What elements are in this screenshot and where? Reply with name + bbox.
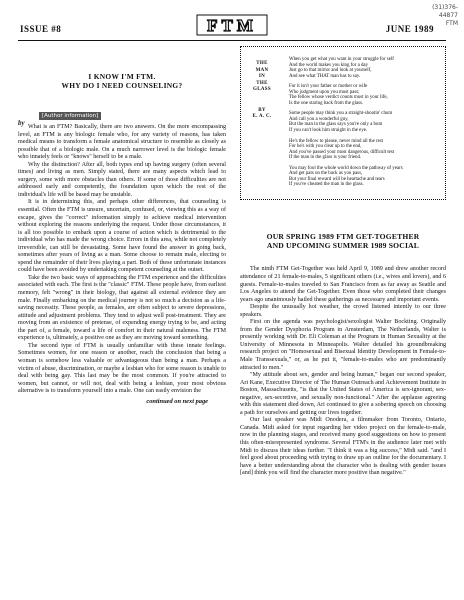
poem-stanza	[289, 84, 439, 106]
article2-title-line2: AND UPCOMING SUMMER 1989 SOCIAL	[266, 241, 420, 251]
poem-line: And call you a wonderful guy,	[289, 116, 349, 122]
poem-stanza	[289, 166, 439, 188]
article-title-line1: I KNOW I'M FTM.	[88, 72, 156, 81]
poem-line: You may fool the whole world down the pathway of years	[289, 165, 403, 171]
poem-line: When you get what you want in your struggle for self	[289, 57, 394, 62]
poem-line: Some people may think you a straight-shootin' chum	[289, 111, 393, 117]
left-column	[18, 46, 226, 405]
poem-box	[240, 46, 446, 200]
poem-line: And you've passed your most dangerous, difficult test	[289, 149, 395, 155]
ftm-logo	[196, 12, 268, 38]
poem-side-title	[251, 61, 273, 121]
poem-line: He's the fellow to please, never mind all the rest	[289, 138, 384, 144]
byline-by: by	[18, 119, 25, 127]
poem-title-word: GLASS	[253, 87, 271, 92]
article2-paragraph: Despite the unusually hot weather, the crowd listened intently to our three speakers.	[240, 304, 446, 318]
poem-line: For it isn't your father or mother or wife	[289, 84, 368, 90]
handwritten-line: FTM	[445, 20, 458, 27]
poem-line: For he's with you clear up to the end,	[289, 144, 362, 150]
author-info-box: [Author information]	[39, 112, 101, 120]
ftm-logo-text: FTM	[207, 16, 257, 35]
article2-title-line1: OUR SPRING 1989 FTM GET-TOGETHER	[266, 232, 420, 241]
poem-line: The fellow whose verdict counts most in your life,	[289, 95, 388, 101]
poem-stanza	[289, 57, 439, 79]
poem-line: Is the one staring back from the glass.	[289, 100, 364, 106]
poem-text	[289, 57, 439, 193]
handwritten-line: 44877	[438, 12, 458, 19]
article2-paragraph: First on the agenda was psychologist/sexologist Walter Bockting. Originally from the Gender Dysphoria Program in Amsterdam, The Netherlands, Walter is presently working with Dr. Eli Coleman at the Program in Human Sexuality at the University of Minnesota in Minneapolis. Walter detailed his groundbreaking research project on "Homosexual and Bisexual Identity Development in Female-to-Male Transsexuals," or, as he put it, "female-to-males who are predominantly attracted to men."	[240, 319, 446, 371]
poem-author: E. A. C.	[252, 114, 272, 119]
article2-title	[240, 232, 446, 250]
header-rule	[18, 40, 446, 41]
poem-line: If you've cheated the man in the glass.	[289, 182, 364, 188]
poem-title-word: THE	[256, 80, 268, 86]
poem-line: And see what THAT man has to say.	[289, 73, 361, 79]
poem-stanza	[289, 139, 439, 161]
poem-title-word: MAN	[255, 67, 269, 73]
poem-line: And the world makes you king for a day	[289, 62, 369, 68]
handwritten-line: (31)376-	[432, 4, 458, 11]
byline	[18, 112, 226, 127]
poem-stanza	[289, 111, 439, 133]
poem-line: Who judgment upon you must pass;	[289, 89, 360, 95]
article-paragraph: It is in determining this, and perhaps other differences, that counseling is essential. Often the FTM is unsure, uncertain, confused, or, viewing this as a way of escape, gives the "correct" information simply to achieve medical intervention without exploring the reasons underlying the request. Under those circumstances, it is all too possible to embark upon a course of action which is detrimental to the individual who has made the wrong choice. Errors in this area, while not completely irreversible, can still be devastating. Some have found the answer in going back, sometimes after years of living as a man. Some choose to remain male, electing to spend the remainder of their lives playing a part. Both of these unfortunate instances could have been avoided by undertaking competent counseling at the outset.	[18, 199, 226, 274]
right-column	[240, 46, 446, 478]
handwritten-note	[432, 4, 458, 28]
article-paragraph: Why the distinction? After all, both types end up having surgery (often several times) and living as men. Simply stated, there are many aspects which lead to surgery, some with more obstacles than others. If some of those difficulties are not addressed early and competently, the foundation upon which the rest of the individual's life will be based may be unstable.	[18, 161, 226, 198]
article2-paragraph: Our last speaker was Midi Onodera, a filmmaker from Toronto, Ontario, Canada. Midi asked for input regarding her video project on the female-to-male, now in the planning stages, and received many good suggestions on how to present this often-misrepresented syndrome. Several FTM's in the audience later met with Midi to discuss their ideas further. "I think it was a big success," Midi said. "and I feel good about proceeding with trying to draw up an outline for the documentary. I have a better understanding about the character who is dealing with gender issues [and] think you will find the character more positive than negative."	[240, 417, 446, 477]
article-title	[18, 72, 226, 90]
article-paragraph: Take the two basic ways of approaching the FTM experience and the difficulties associated with each. The first is the "classic" FTM. These people have, from earliest memory, felt "wrong" in their biology, that against all external evidence they are male. Finally embarking on the medical journey is not so much a decision as a life-saving necessity. These people, as females, are often subject to severe depressions, attitude and adjustment problems. They tend to adjust well post-treatment. They are moving from an existence of pretense, of expending energy trying to be, and acting the part of, a female, toward a life of comfort in their natural maleness. The FTM experience is, ultimately, a positive one as they are moving toward something.	[18, 274, 226, 342]
article-title-line2: WHY DO I NEED COUNSELING?	[61, 81, 183, 90]
poem-line: But your final reward will be heartache and tears	[289, 176, 385, 182]
poem-title-word: IN	[258, 74, 266, 79]
continued-note: continued on next page	[146, 397, 208, 405]
poem-line: If you can't look him straight in the eye.	[289, 128, 368, 134]
issue-date: JUNE 1989	[385, 24, 434, 34]
poem-line: And get pats on the back as you pass,	[289, 171, 363, 177]
poem-line: If the man in the glass is your friend.	[289, 155, 362, 161]
issue-number: ISSUE #8	[20, 24, 62, 34]
poem-line: Just go to that mirror and look at yourself,	[289, 68, 372, 74]
article-paragraph: The second type of FTM is usually unfamiliar with these innate feelings. Sometimes women, for one reason or another, reach the conclusion that being a woman is somehow less valuable or advantageous than being a man. Perhaps a victim of abuse, discrimination, or maybe a lesbian who for some reason is unable to deal with being gay. This last may be the most common. If you're attracted to women, but cannot, or will not, deal with being a lesbian, your most obvious alternative is to transform yourself into a male. One can easily envision the	[18, 342, 226, 395]
article2-paragraph: The ninth FTM Get-Together was held April 9, 1989 and drew another record attendance of 21 female-to-males, 5 significant others (i.e., wives and lovers), and 6 guests. Female-to-males traveled to San Francisco from as far away as Seattle and Los Angeles to attend the Get-Together. Even those who completed their changes years ago unanimously hailed these gatherings as necessary and important events.	[240, 266, 446, 303]
poem-by: BY	[258, 107, 266, 113]
poem-title-word: THE	[256, 61, 268, 66]
poem-line: But the man in the glass says you're only a bum	[289, 122, 383, 128]
article-paragraph: What is an FTM? Basically, there are two answers. On the more encompassing level, an FTM is any biologic female who, for any variety of reasons, has taken medical means to transform a female anatomical structure to resemble as closely as possible that of a biologic male. On a much narrower level is the biologic female who innately feels or "knows" herself to be a male.	[18, 124, 226, 161]
article2-paragraph: "My attitude about sex, gender and being human," began our second speaker, Ari Kane, Executive Director of The Human Outreach and Achievement Institute in Boston, Massachusetts, "is that the United States of America is sex-ignorant, sex-negative, sex-secretive, and sexually non-functional." After the applause agreeing with this statement died down, Ari continued to give a sobering speech on choosing a path for ourselves and getting our lives together.	[240, 372, 446, 416]
